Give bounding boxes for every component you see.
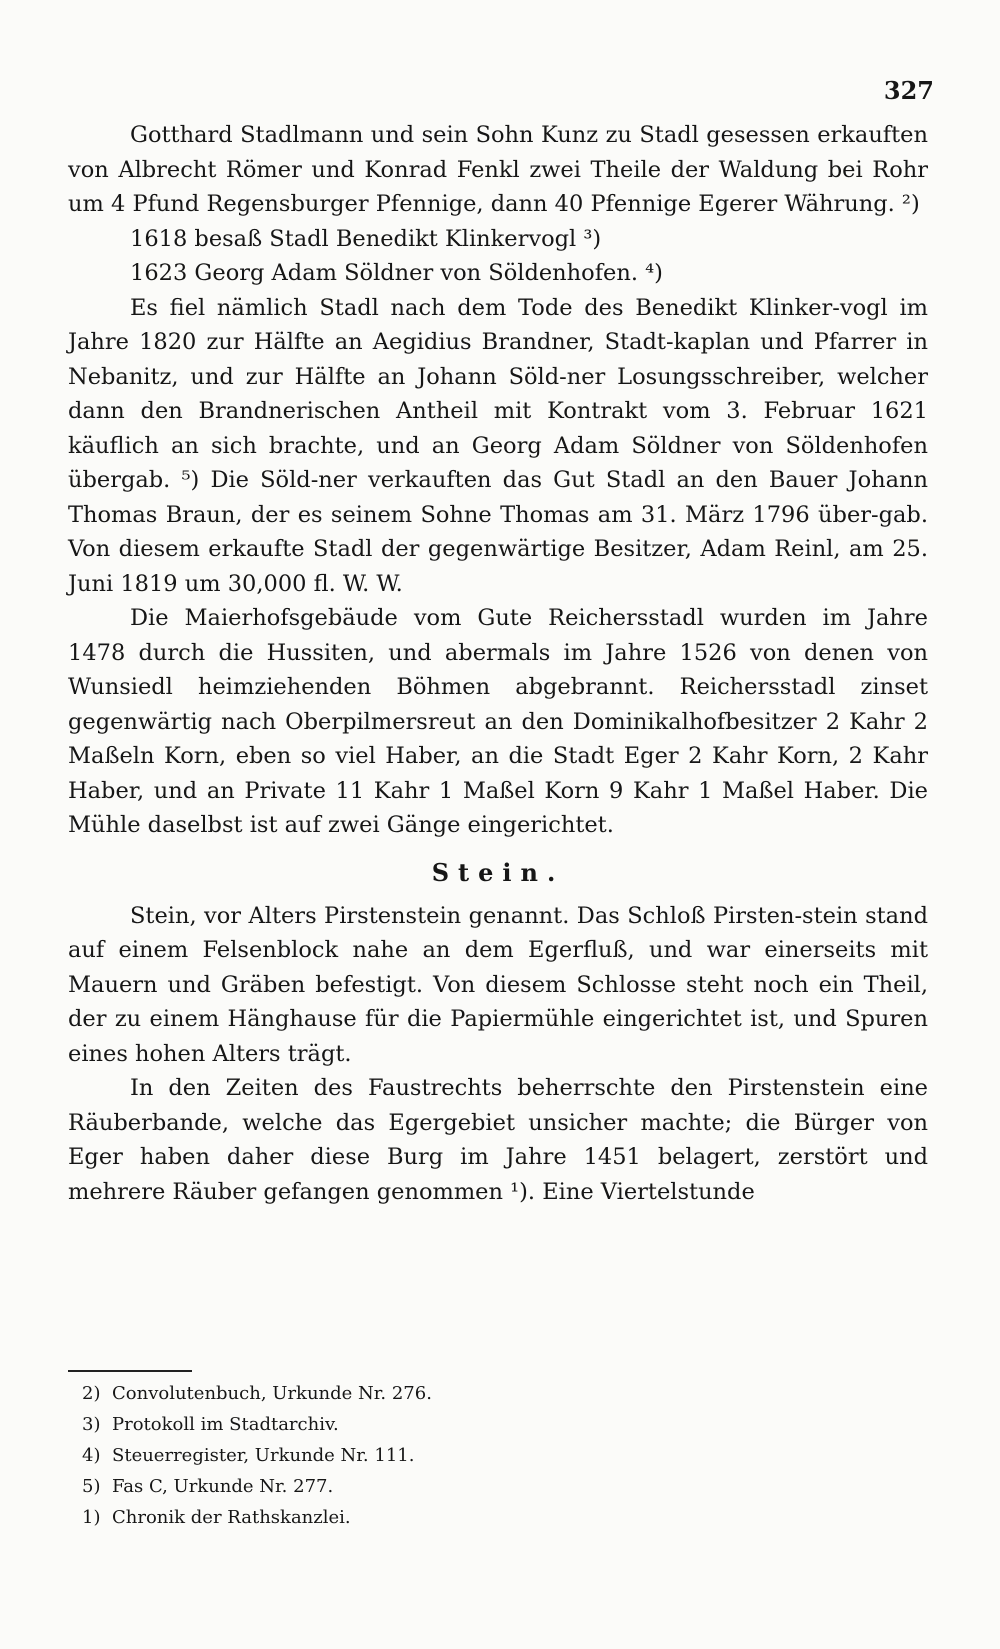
main-text [68, 118, 928, 1209]
footnote [82, 1440, 682, 1471]
section-heading: Stein. [431, 857, 565, 887]
footnote-text: Fas C, Urkunde Nr. 277. [112, 1476, 334, 1497]
paragraph-klinkervogl: Es fiel nämlich Stadl nach dem Tode des Benedikt Klinker-vogl im Jahre 1820 zur Hälfte an Aegidius Brandner, Stadt-kaplan und Pfarrer in Nebanitz, und zur Hälfte an Johann Söld-ner Losungsschreiber, welcher dann den Brandnerischen Antheil mit Kontrakt vom 3. Februar 1621 käuflich an sich brachte, und an Georg Adam Söldner von Söldenhofen übergab. ⁵) Die Söld-ner verkauften das Gut Stadl an den Bauer Johann Thomas Braun, der es seinem Sohne Thomas am 31. März 1796 über-gab. Von diesem erkaufte Stadl der gegenwärtige Besitzer, Adam Reinl, am 25. Juni 1819 um 30,000 fl. W. W. [68, 294, 928, 597]
footnote-text: Convolutenbuch, Urkunde Nr. 276. [112, 1383, 432, 1404]
footnote-divider [68, 1370, 192, 1372]
footnote-marker: 4) [82, 1445, 101, 1466]
footnote-text: Chronik der Rathskanzlei. [112, 1507, 351, 1528]
footnote-marker: 2) [82, 1383, 101, 1404]
page-number: 327 [883, 76, 934, 105]
footnote-text: Steuerregister, Urkunde Nr. 111. [112, 1445, 415, 1466]
footnote-marker: 3) [82, 1414, 101, 1435]
footnote-marker: 5) [82, 1476, 101, 1497]
footnote [82, 1409, 682, 1440]
footnote [82, 1502, 682, 1533]
footnote [82, 1471, 682, 1502]
paragraph-maierhof: Die Maierhofsgebäude vom Gute Reichersstadl wurden im Jahre 1478 durch die Hussiten, und abermals im Jahre 1526 von denen von Wunsiedl heimziehenden Böhmen abgebrannt. Reichersstadl zinset gegenwärtig nach Oberpilmersreut an den Dominikalhofbesitzer 2 Kahr 2 Maßeln Korn, eben so viel Haber, an die Stadt Eger 2 Kahr Korn, 2 Kahr Haber, und an Private 11 Kahr 1 Maßel Korn 9 Kahr 1 Maßel Haber. Die Mühle daselbst ist auf zwei Gänge eingerichtet. [68, 605, 928, 838]
paragraph-1618: 1618 besaß Stadl Benedikt Klinkervogl ³) [130, 225, 602, 252]
paragraph-stadlmann: Gotthard Stadlmann und sein Sohn Kunz zu Stadl gesessen erkauften von Albrecht Römer und Konrad Fenkl zwei Theile der Waldung bei Rohr um 4 Pfund Regensburger Pfennige, dann 40 Pfennige Egerer Währung. ²) [68, 122, 928, 217]
footnote [82, 1378, 682, 1409]
paragraph-1623: 1623 Georg Adam Söldner von Söldenhofen. ⁴) [130, 260, 663, 286]
paragraph-stein: Stein, vor Alters Pirstenstein genannt. Das Schloß Pirsten-stein stand auf einem Felsenblock nahe an dem Egerfluß, und war einerseits mit Mauern und Gräben befestigt. Von diesem Schlosse steht noch ein Theil, der zu einem Hänghause für die Papiermühle eingerichtet ist, und Spuren eines hohen Alters trägt. [68, 902, 928, 1067]
footnote-text: Protokoll im Stadtarchiv. [112, 1414, 339, 1435]
footnotes [82, 1378, 682, 1533]
footnote-marker: 1) [82, 1507, 101, 1528]
paragraph-faustrecht: In den Zeiten des Faustrechts beherrschte den Pirstenstein eine Räuberbande, welche das Egergebiet unsicher machte; die Bürger von Eger haben daher diese Burg im Jahre 1451 belagert, zerstört und mehrere Räuber gefangen genommen ¹). Eine Viertelstunde [68, 1075, 928, 1205]
